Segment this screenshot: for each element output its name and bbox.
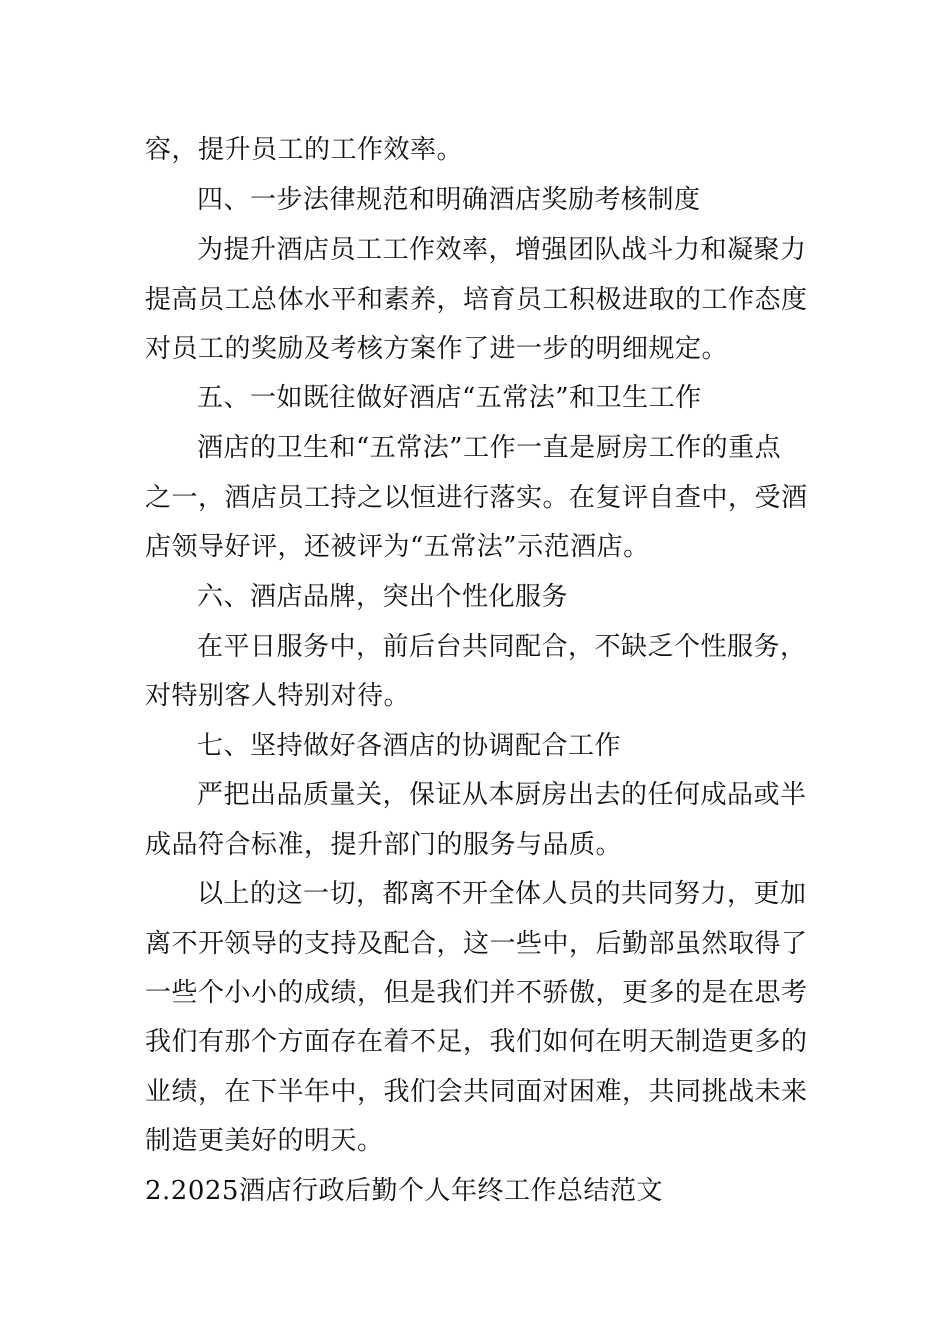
paragraph-line: 严把出品质量关，保证从本厨房出去的任何成品或半 (197, 780, 807, 810)
paragraph-line: 为提升酒店员工工作效率，增强团队战斗力和凝聚力 (197, 235, 807, 265)
paragraph-line: 对员工的奖励及考核方案作了进一步的明细规定。 (145, 334, 729, 364)
paragraph-line: 容，提升员工的工作效率。 (145, 135, 464, 165)
section-heading-6: 六、酒店品牌，突出个性化服务 (197, 582, 569, 612)
paragraph-line: 店领导好评，还被评为“五常法”示范酒店。 (145, 532, 650, 562)
paragraph-line: 之一，酒店员工持之以恒进行落实。在复评自查中，受酒 (145, 483, 808, 513)
paragraph-line: 我们有那个方面存在着不足，我们如何在明天制造更多的 (145, 1027, 808, 1057)
paragraph-line: 在平日服务中，前后台共同配合，不缺乏个性服务， (197, 632, 807, 662)
paragraph-line: 一些个小小的成绩，但是我们并不骄傲，更多的是在思考 (145, 978, 808, 1008)
section-heading-5: 五、一如既往做好酒店“五常法”和卫生工作 (197, 383, 702, 413)
paragraph-line: 酒店的卫生和“五常法”工作一直是厨房工作的重点 (197, 433, 782, 463)
paragraph-line: 离不开领导的支持及配合，这一些中，后勤部虽然取得了 (145, 929, 808, 959)
section-heading-4: 四、一步法律规范和明确酒店奖励考核制度 (197, 185, 701, 215)
paragraph-line: 业绩，在下半年中，我们会共同面对困难，共同挑战未来 (145, 1077, 808, 1107)
paragraph-line: 提高员工总体水平和素养，培育员工积极进取的工作态度 (145, 285, 808, 315)
paragraph-line: 以上的这一切，都离不开全体人员的共同努力，更加 (197, 879, 807, 909)
paragraph-line: 制造更美好的明天。 (145, 1126, 384, 1156)
paragraph-line: 成品符合标准，提升部门的服务与品质。 (145, 830, 623, 860)
section-heading-7: 七、坚持做好各酒店的协调配合工作 (197, 731, 622, 761)
paragraph-line: 对特别客人特别对待。 (145, 681, 411, 711)
article-title: 2.2025酒店行政后勤个人年终工作总结范文 (145, 1176, 663, 1206)
